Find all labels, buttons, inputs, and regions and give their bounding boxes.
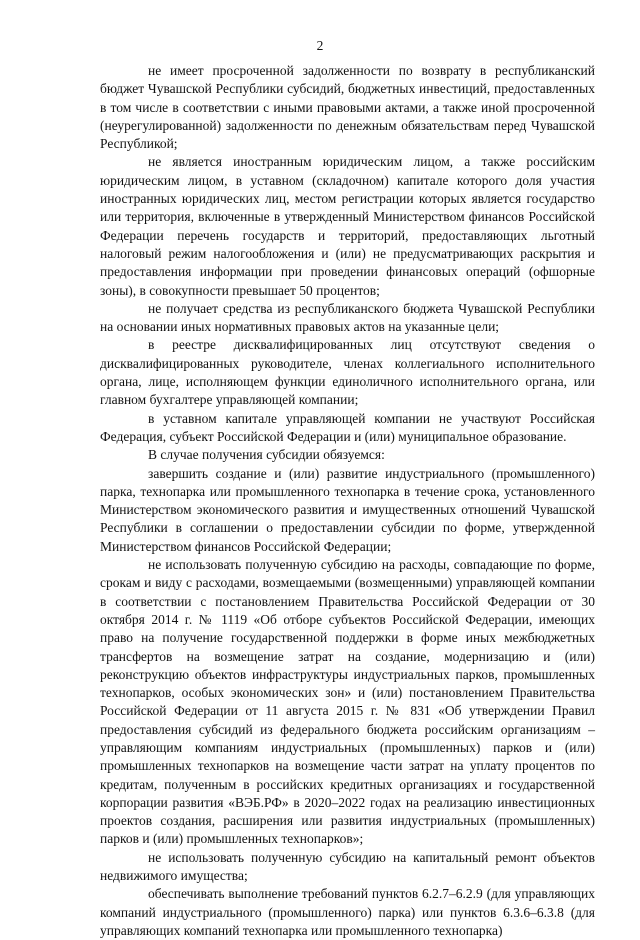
paragraph-no-other-budget-funds: не получает средства из республиканского бюджета Чувашской Республики на основании иных нормативных правовых актов на указанные цели; [100, 300, 595, 335]
paragraph-disqualified-persons-registry: в реестре дисквалифицированных лиц отсутствуют сведения о дисквалифицированных руководителе, членах коллегиального исполнительного органа, лице, исполняющем функции единоличного исполнительного органа, или главном бухгалтере управляющей компании; [100, 337, 595, 408]
page-number: 2 [316, 38, 324, 53]
paragraph-no-capital-repair: не использовать полученную субсидию на капитальный ремонт объектов недвижимого имущества; [100, 849, 595, 884]
paragraph-not-foreign-entity: не является иностранным юридическим лицом, а также российским юридическим лицом, в уставном (складочном) капитале которого доля участия иностранных юридических лиц, местом регистрации которых является государство или территория, включенные в утвержденный Министерством финансов Российской Федерации перечень государств и территорий, предоставляющих льготный налоговый режим налогообложения и (или) не предусматривающих раскрытия и предоставления информации при проведении финансовых операций (офшорные зоны), в совокупности превышает 50 процентов; [100, 154, 595, 298]
paragraph-no-overdue-debt: не имеет просроченной задолженности по возврату в республиканский бюджет Чувашской Республики субсидий, бюджетных инвестиций, предоставленных в том числе в соответствии с иными правовыми актами, а также иной просроченной (неурегулированной) задолженности по денежным обязательствам перед Чувашской Республикой; [100, 63, 595, 152]
paragraph-no-overlapping-expenses: не использовать полученную субсидию на расходы, совпадающие по форме, срокам и виду с расходами, возмещаемыми (возмещенными) управляющей компании в соответствии с постановлением Правительства Российской Федерации от 30 октября 2014 г. № 1119 «Об отборе субъектов Российской Федерации, имеющих право на получение государственной поддержки в форме иных межбюджетных трансфертов на возмещение затрат на создание, модернизацию и (или) реконструкцию объектов инфраструктуры индустриальных парков, промышленных технопарков, особых экономических зон» и (или) постановлением Правительства Российской Федерации от 11 августа 2015 г. № 831 «Об утверждении Правил предоставления субсидий из федерального бюджета российским организациям – управляющим компаниям индустриальных (промышленных) парков и (или) промышленных технопарков на возмещение части затрат на уплату процентов по кредитам, полученным в российских кредитных организациях и государственной корпорации развития «ВЭБ.РФ» в 2020–2022 годах на реализацию инвестиционных проектов создания, расширения или развития индустриальных (промышленных) парков и (или) промышленных технопарков»; [100, 557, 595, 847]
paragraph-authorized-capital: в уставном капитале управляющей компании не участвуют Российская Федерация, субъект Российской Федерации и (или) муниципальное образование. [100, 410, 595, 444]
paragraph-obligations-intro: В случае получения субсидии обязуемся: [148, 447, 385, 463]
document-body [100, 62, 595, 940]
paragraph-complete-park-creation: завершить создание и (или) развитие индустриального (промышленного) парка, технопарка или промышленного технопарка в течение срока, установленного Министерством экономического развития и имущественных отношений Чувашской Республики в соглашении о предоставлении субсидии по форме, утвержденной Министерством финансов Российской Федерации; [100, 465, 595, 554]
paragraph-ensure-requirements: обеспечивать выполнение требований пунктов 6.2.7–6.2.9 (для управляющих компаний индустриального (промышленного) парка) или пунктов 6.3.6–6.3.8 (для управляющих компаний технопарка или промышленного технопарка) [100, 886, 595, 938]
